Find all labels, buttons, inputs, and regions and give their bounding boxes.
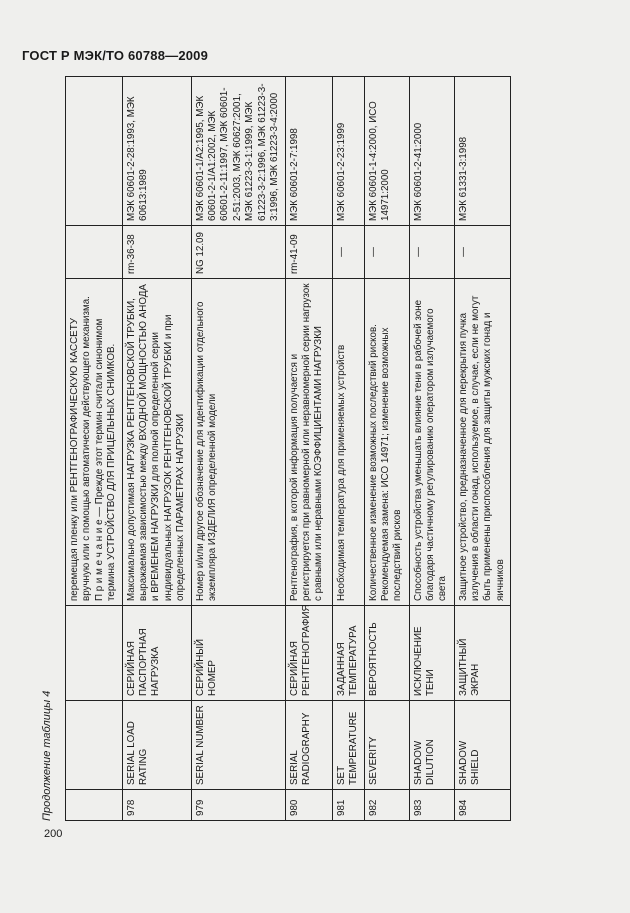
cell-en: SET TEMPERATURE [332,701,364,790]
cell-refs: МЭК 60601-1-4:2000, ИСО 14971:2000 [364,77,409,226]
cell-num: 978 [122,790,191,821]
cell-en: SHADOW SHIELD [454,701,511,790]
cell-num: 979 [191,790,285,821]
cell-code [454,226,511,279]
cell-ru [66,606,123,701]
cell-en: SEVERITY [364,701,409,790]
page-number: 200 [44,828,63,840]
cell-en: SERIAL NUMBER [191,701,285,790]
cell-en: SERIAL LOAD RATING [122,701,191,790]
cell-num: 984 [454,790,511,821]
cell-ru: СЕРИЙНАЯ ПАСПОРТНАЯ НАГРУЗКА [122,606,191,701]
table-row [285,77,332,821]
cell-refs: МЭК 60601-2-41:2000 [409,77,454,226]
cell-refs: МЭК 60601-1/А2:1995, МЭК 60601-2-1/А1:2002, МЭК 60601-2-11:1997, МЭК 60601-2-51:2003, МЭК 60627:2001, МЭК 61223-3-1:1999, МЭК 61223-3-2:1996, МЭК 61223-3-3:1996, МЭК 61223-3-4:2000 [191,77,285,226]
cell-ru: СЕРИЙНЫЙ НОМЕР [191,606,285,701]
cell-definition: Рентгенография, в которой информация получается и регистрируется при равномерной или неравномерной серии нагрузок с равными или неравными КОЭФФИЦИЕНТАМИ НАГРУЗКИ [285,279,332,606]
cell-code [364,226,409,279]
document-header: ГОСТ Р МЭК/ТО 60788—2009 [22,48,209,63]
cell-en: SERIAL RADIOGRAPHY [285,701,332,790]
cell-definition: Необходимая температура для применяемых устройств [332,279,364,606]
terms-table [65,76,511,821]
cell-num: 983 [409,790,454,821]
cell-num [66,790,123,821]
cell-code: rm-36-38 [122,226,191,279]
note-text: — Прежде этот термин считали синонимом термина УСТРОЙСТВО ДЛЯ ПРИЦЕЛЬНЫХ СНИМКОВ. [93,318,118,601]
cell-refs [66,77,123,226]
dash-mark: — [457,247,469,257]
cell-definition: Защитное устройство, предназначенное для перекрытия пучка излучения в области гонад, используемое, в случае, если не могут быть применены приспособления для защиты мужских гонад и яичников [454,279,511,606]
dash-mark: — [412,247,424,257]
cell-definition: Количественное изменение возможных последствий рисков. Рекомендуемая замена: ИСО 14971; изменение возможных последствий рисков [364,279,409,606]
cell-refs: МЭК 61331-3:1998 [454,77,511,226]
table-row [191,77,285,821]
cell-ru: СЕРИЙНАЯ РЕНТГЕНОГРАФИЯ [285,606,332,701]
table-row [364,77,409,821]
cell-ru: ИСКЛЮЧЕНИЕ ТЕНИ [409,606,454,701]
table-row [454,77,511,821]
cell-refs: МЭК 60601-2-23:1999 [332,77,364,226]
cell-code [409,226,454,279]
note-label: П р и м е ч а н и е [93,519,105,601]
cell-num: 981 [332,790,364,821]
dash-mark: — [335,247,347,257]
cell-ru: ЗАЩИТНЫЙ ЭКРАН [454,606,511,701]
cell-en: SHADOW DILUTION [409,701,454,790]
cell-code [66,226,123,279]
cell-ru: ВЕРОЯТНОСТЬ [364,606,409,701]
dash-mark: — [367,247,379,257]
cell-ru: ЗАДАННАЯ ТЕМПЕРАТУРА [332,606,364,701]
cell-refs: МЭК 60601-2-28:1993, МЭК 60613:1989 [122,77,191,226]
cell-code [332,226,364,279]
cell-code: NG 12.09 [191,226,285,279]
rotated-table-area [41,81,585,821]
cell-num: 982 [364,790,409,821]
table-row [332,77,364,821]
cell-definition: Максимально допустимая НАГРУЗКА РЕНТГЕНОВСКОЙ ТРУБКИ, выражаемая зависимостью между ВХОДНОЙ МОЩНОСТЬЮ АНОДА и ВРЕМЕНЕМ НАГРУЗКИ для полной определенной серии индивидуальных НАГРУЗОК РЕНТГЕНОВСКОЙ ТРУБКИ и при определенных ПАРАМЕТРАХ НАГРУЗКИ [122,279,191,606]
table-caption: Продолжение таблицы 4 [41,690,53,821]
continuation-definition: перемещая пленку или РЕНТГЕНОГРАФИЧЕСКУЮ КАССЕТУ вручную или с помощью автоматически действующего механизма. [69,296,93,601]
cell-refs: МЭК 60601-2-7:1998 [285,77,332,226]
cell-num: 980 [285,790,332,821]
cell-definition [66,279,123,606]
table-row-continuation [66,77,123,821]
table-row [409,77,454,821]
cell-en [66,701,123,790]
table-row [122,77,191,821]
cell-definition: Номер и/или другое обозначение для идентификации отдельного экземпляра ИЗДЕЛИЯ определенной модели [191,279,285,606]
cell-code: rm-41-09 [285,226,332,279]
cell-definition: Способность устройства уменьшать влияние тени в рабочей зоне благодаря частичному регулированию оператором излучаемого света [409,279,454,606]
